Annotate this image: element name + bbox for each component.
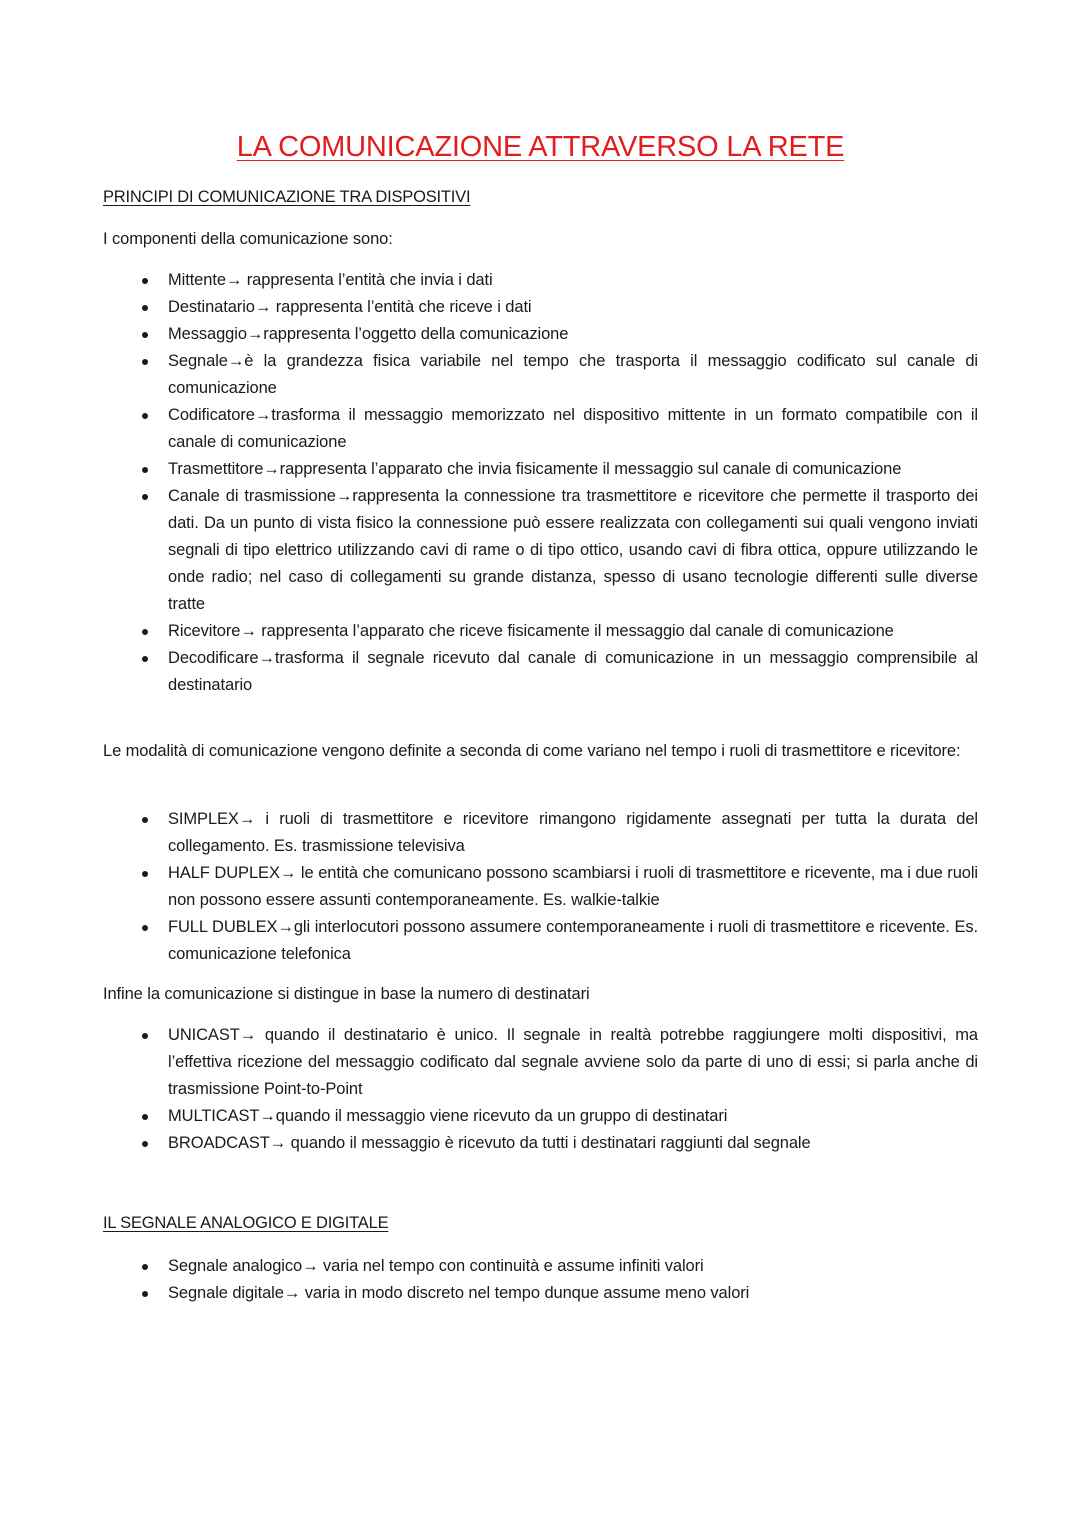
bullet-icon [142,817,148,823]
recipients-list [103,1022,978,1157]
modes-list [103,806,978,968]
bullet-icon [142,871,148,877]
bullet-icon [142,629,148,635]
list-item: Segnale digitale→ varia in modo discreto nel tempo dunque assume meno valori [103,1280,978,1307]
bullet-icon [142,1114,148,1120]
list-item: BROADCAST→ quando il messaggio è ricevuto da tutti i destinatari raggiunti dal segnale [103,1130,978,1157]
bullet-icon [142,494,148,500]
modes-intro: Le modalità di comunicazione vengono definite a seconda di come variano nel tempo i ruoli di trasmettitore e ricevitore: [103,742,961,760]
list-item: Ricevitore→ rappresenta l’apparato che riceve fisicamente il messaggio dal canale di comunicazione [103,618,978,645]
list-item: Messaggio→rappresenta l’oggetto della comunicazione [103,321,978,348]
list-item: Codificatore→trasforma il messaggio memorizzato nel dispositivo mittente in un formato compatibile con il canale di comunicazione [103,402,978,456]
bullet-icon [142,1291,148,1297]
list-item: Trasmettitore→rappresenta l’apparato che invia fisicamente il messaggio sul canale di comunicazione [103,456,978,483]
recipients-intro: Infine la comunicazione si distingue in base la numero di destinatari [103,985,590,1003]
list-item: SIMPLEX→ i ruoli di trasmettitore e ricevitore rimangono rigidamente assegnati per tutta la durata del collegamento. Es. trasmissione televisiva [103,806,978,860]
bullet-icon [142,1033,148,1039]
bullet-icon [142,1141,148,1147]
section-heading-principles: PRINCIPI DI COMUNICAZIONE TRA DISPOSITIVI [103,188,471,206]
signal-list [103,1253,978,1307]
list-item: Decodificare→trasforma il segnale ricevuto dal canale di comunicazione in un messaggio comprensibile al destinatario [103,645,978,699]
list-item: Segnale analogico→ varia nel tempo con continuità e assume infiniti valori [103,1253,978,1280]
section-heading-signal: IL SEGNALE ANALOGICO E DIGITALE [103,1214,389,1232]
bullet-icon [142,413,148,419]
list-item: Mittente→ rappresenta l’entità che invia i dati [103,267,978,294]
page-title: LA COMUNICAZIONE ATTRAVERSO LA RETE [236,131,845,163]
list-item: MULTICAST→quando il messaggio viene ricevuto da un gruppo di destinatari [103,1103,978,1130]
list-item: HALF DUPLEX→ le entità che comunicano possono scambiarsi i ruoli di trasmettitore e ricevente, ma i due ruoli non possono essere assunti contemporaneamente. Es. walkie-talkie [103,860,978,914]
list-item: UNICAST→ quando il destinatario è unico. Il segnale in realtà potrebbe raggiungere molti dispositivi, ma l’effettiva ricezione del messaggio codificato dal segnale avviene solo da parte di uno di essi; si parla anche di trasmissione Point-to-Point [103,1022,978,1103]
bullet-icon [142,1264,148,1270]
list-item: Destinatario→ rappresenta l’entità che riceve i dati [103,294,978,321]
bullet-icon [142,332,148,338]
components-intro: I componenti della comunicazione sono: [103,230,393,248]
list-item: Canale di trasmissione→rappresenta la connessione tra trasmettitore e ricevitore che permette il trasporto dei dati. Da un punto di vista fisico la connessione può essere realizzata con collegamenti sui quali vengono inviati segnali di tipo elettrico utilizzando cavi di rame o di tipo ottico, usando cavi di fibra ottica, oppure utilizzando le onde radio; nel caso di collegamenti su grande distanza, spesso di usano tecnologie differenti sulle diverse tratte [103,483,978,618]
bullet-icon [142,656,148,662]
list-item: FULL DUBLEX→gli interlocutori possono assumere contemporaneamente i ruoli di trasmettitore e ricevente. Es. comunicazione telefonica [103,914,978,968]
bullet-icon [142,925,148,931]
bullet-icon [142,467,148,473]
list-item: Segnale→è la grandezza fisica variabile nel tempo che trasporta il messaggio codificato sul canale di comunicazione [103,348,978,402]
bullet-icon [142,359,148,365]
components-list [103,267,978,699]
bullet-icon [142,305,148,311]
bullet-icon [142,278,148,284]
